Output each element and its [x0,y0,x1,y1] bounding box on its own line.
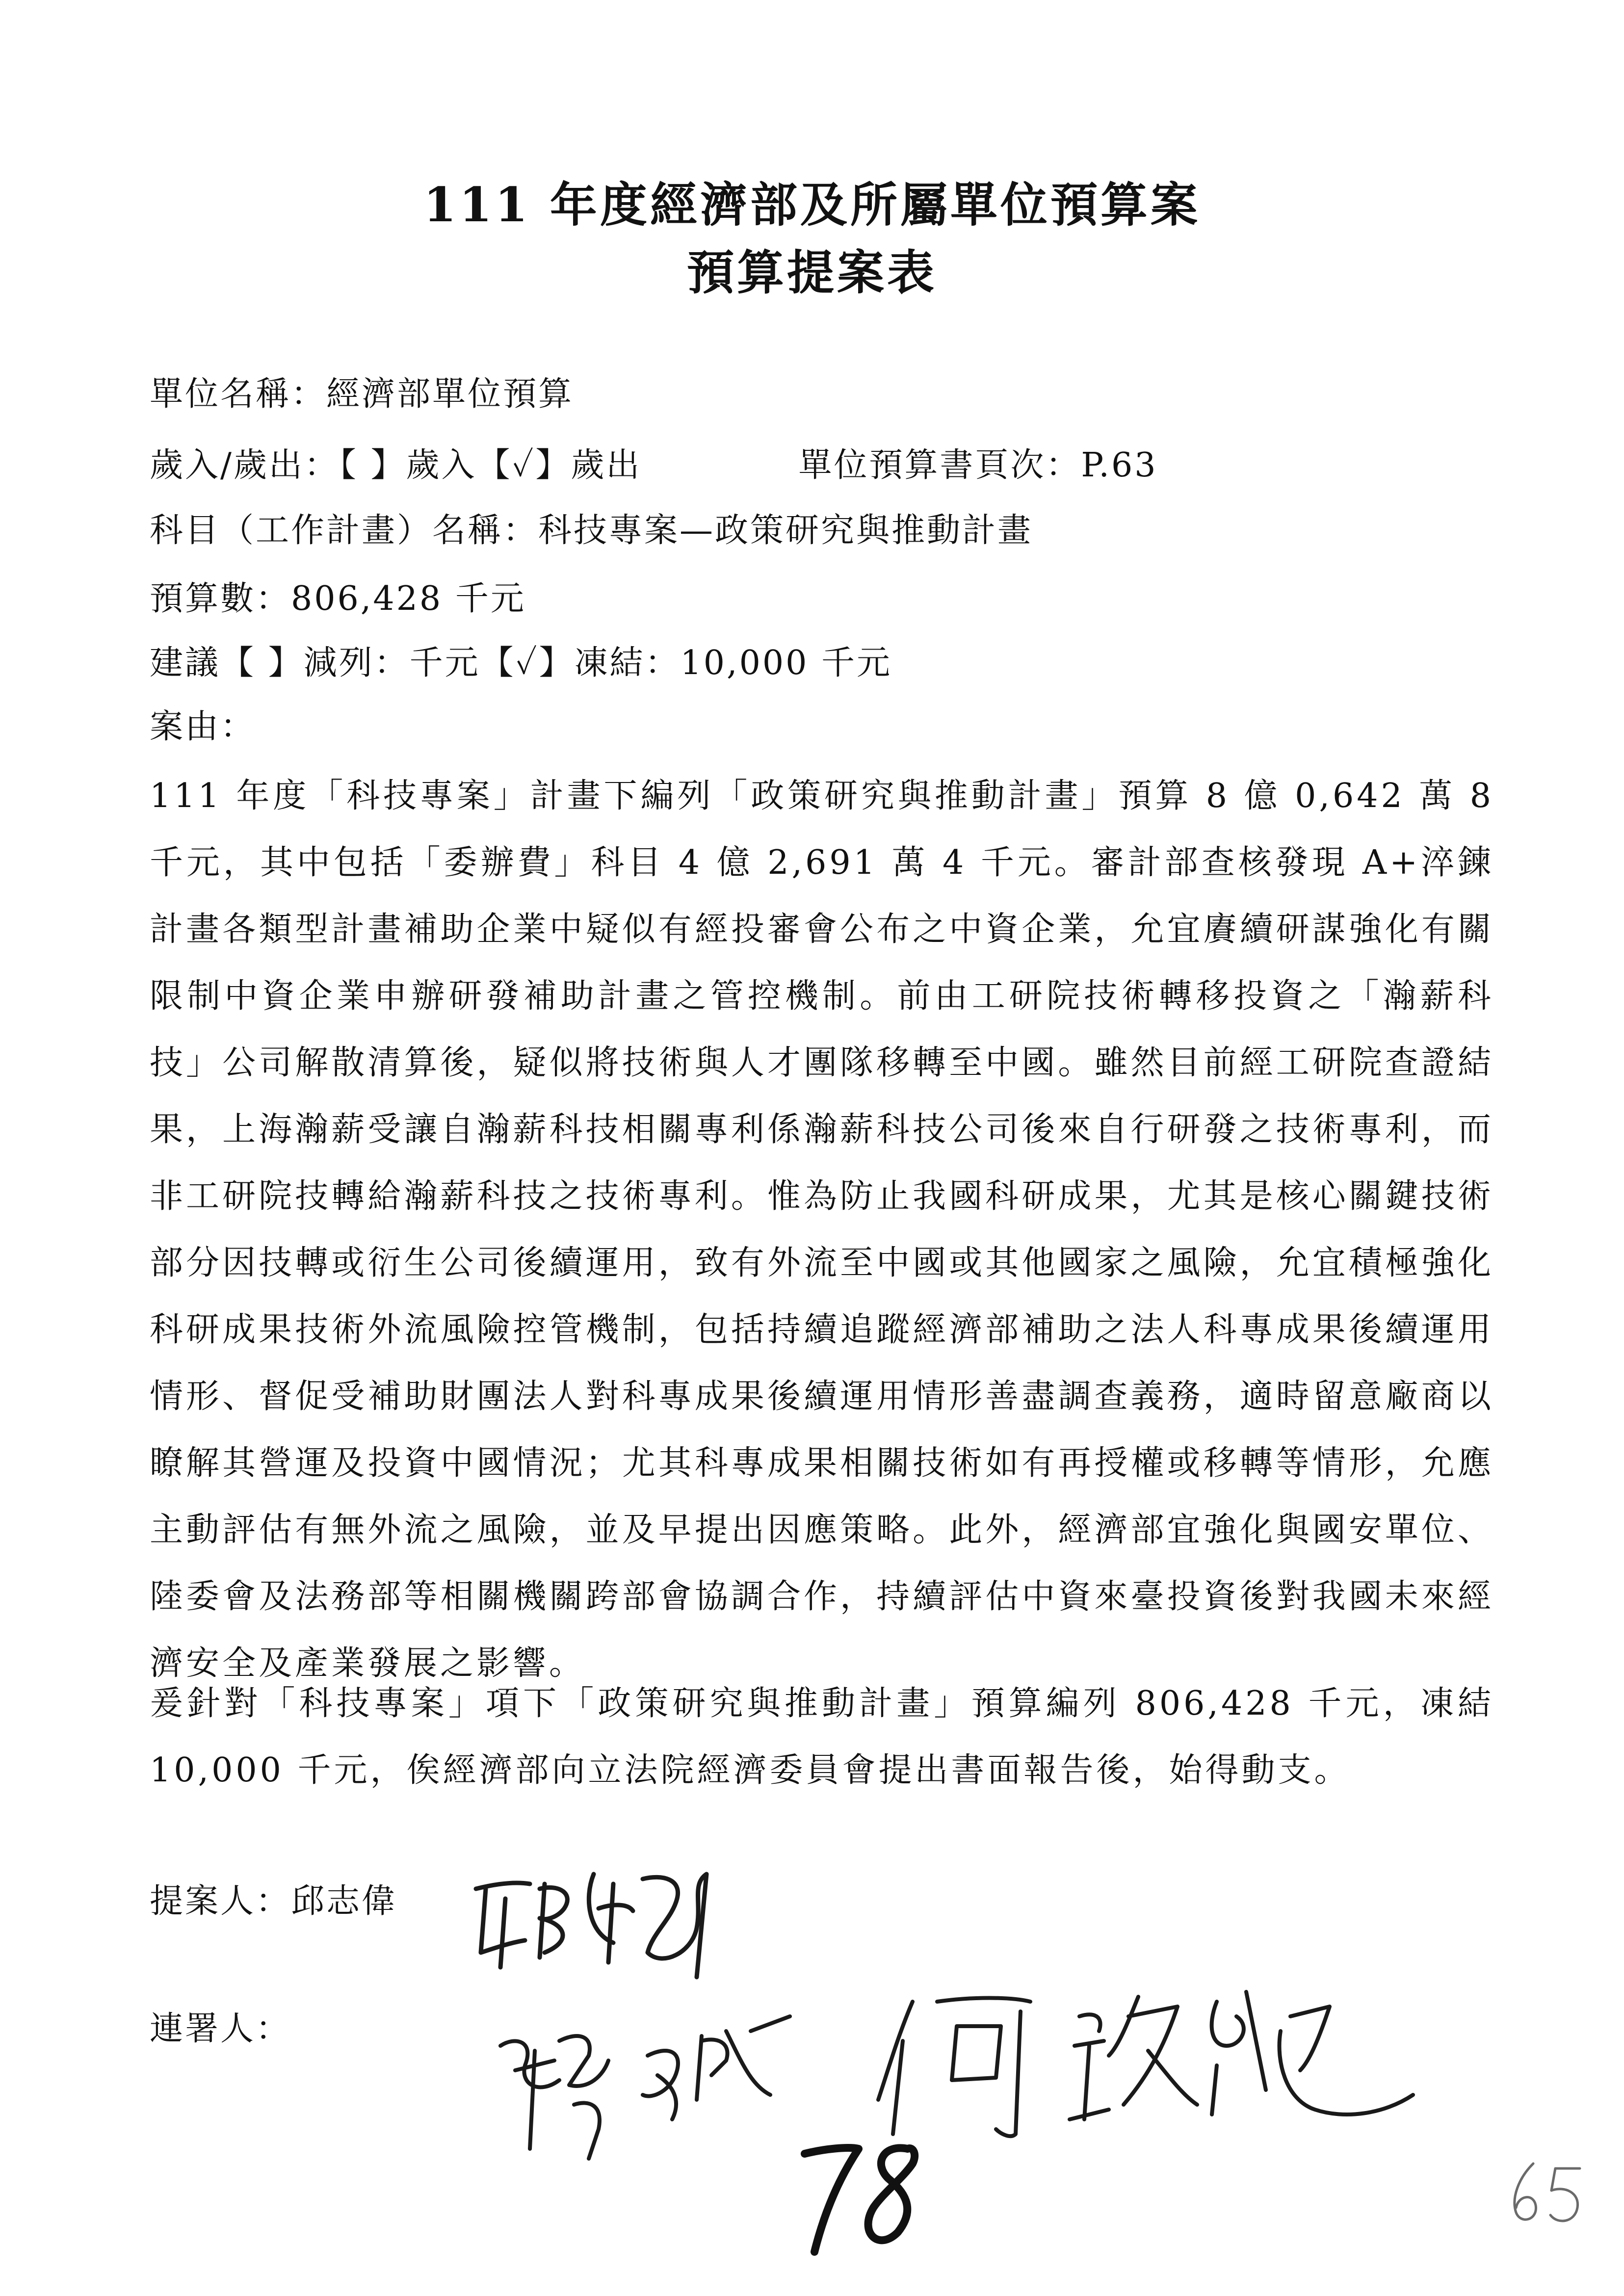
document-subtitle: 預算提案表 [687,245,937,300]
reason-label: 案由： [150,707,256,746]
reason-paragraph-2: 爰針對「科技專案」項下「政策研究與推動計畫」預算編列 806,428 千元，凍結10,000 千元，俟經濟部向立法院經濟委員會提出書面報告後，始得動支。 [150,1684,1494,1790]
budget-page-field: 單位預算書頁次：P.63 [798,446,1158,485]
proposer-label: 提案人：邱志偉 [150,1882,397,1921]
handwritten-page-number-78 [795,2134,932,2257]
handwritten-page-number-65 [1506,2159,1590,2227]
cosigner-signature-1 [496,2002,839,2164]
reason-paragraph-1: 111 年度「科技專案」計畫下編列「政策研究與推動計畫」預算 8 億 0,642 萬 8 千元，其中包括「委辦費」科目 4 億 2,691 萬 4 千元。審計部查核發現 A+淬鍊計畫各類型計畫補助企業中疑似有經投審會公布之中資企業，允宜賡續研謀強化有關限制中資企業申辦研發補助計畫之管控機制。前由工研院技術轉移投資之「瀚薪科技」公司解散清算後，疑似將技術與人才團隊移轉至中國。雖然目前經工研院查證結果，上海瀚薪受讓自瀚薪科技相關專利係瀚薪科技公司後來自行研發之技術專利，而非工研院技轉給瀚薪科技之技術專利。惟為防止我國科研成果，尤其是核心關鍵技術部分因技轉或衍生公司後續運用，致有外流至中國或其他國家之風險，允宜積極強化科研成果技術外流風險控管機制，包括持續追蹤經濟部補助之法人科專成果後續運用情形、督促受補助財團法人對科專成果後續運用情形善盡調查義務，適時留意廠商以瞭解其營運及投資中國情況；尤其科專成果相關技術如有再授權或移轉等情形，允應主動評估有無外流之風險，並及早提出因應策略。此外，經濟部宜強化與國安單位、陸委會及法務部等相關機關跨部會協調合作，持續評估中資來臺投資後對我國未來經濟安全及產業發展之影響。 [150,777,1494,1683]
document-title: 111 年度經濟部及所屬單位預算案 [423,177,1201,233]
cosigner-label: 連署人： [150,2009,291,2048]
budget-amount-field: 預算數：806,428 千元 [150,579,526,618]
subject-name-field: 科目（工作計畫）名稱：科技專案—政策研究與推動計畫 [150,511,1033,550]
revenue-expense-row [150,446,1158,485]
proposer-signature [466,1854,741,1982]
proposal-field: 建議【 】減列：千元【✓】凍結：10,000 千元 [150,644,892,682]
unit-name-field: 單位名稱：經濟部單位預算 [150,375,574,414]
cosigner-signature-2 [873,1972,1423,2149]
revenue-expense-field: 歲入/歲出：【 】歲入【✓】歲出 [150,446,642,485]
